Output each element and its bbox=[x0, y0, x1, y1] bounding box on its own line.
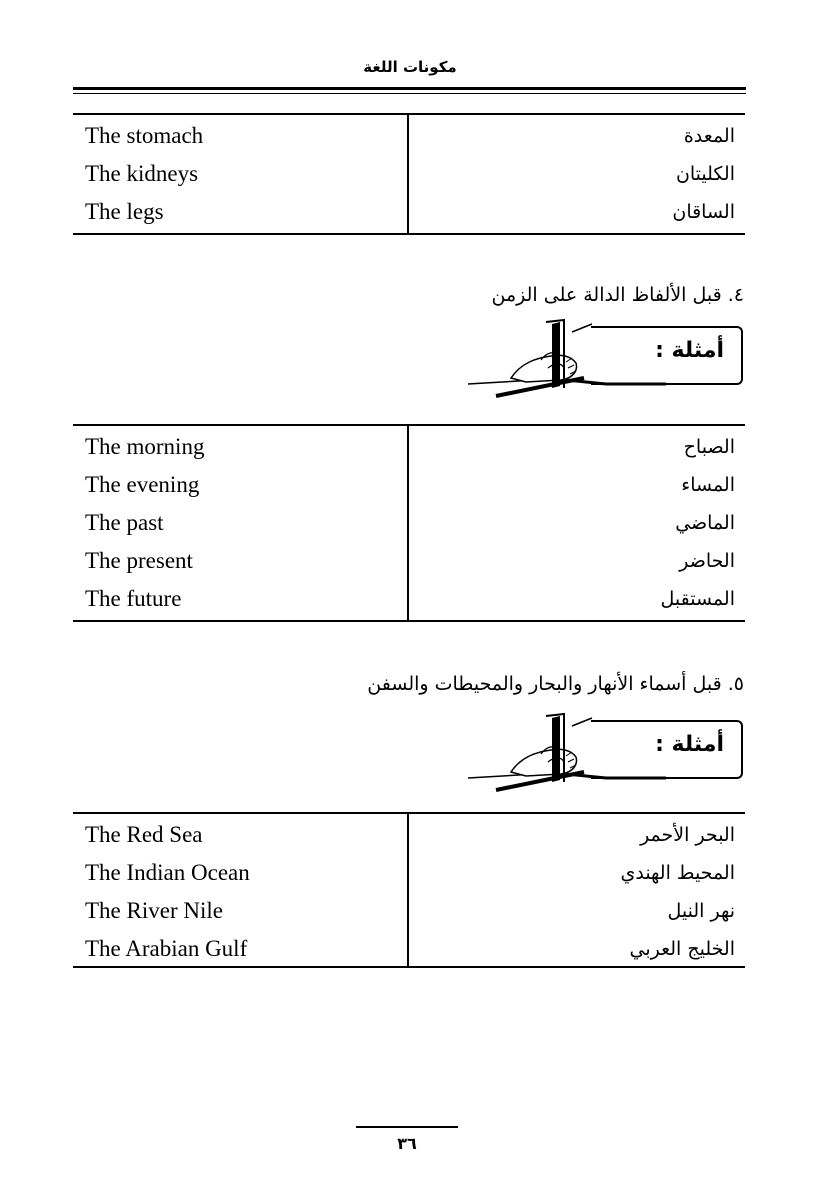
arabic-term: نهر النيل bbox=[667, 900, 735, 922]
table-row bbox=[73, 856, 745, 894]
arabic-term: المساء bbox=[681, 474, 735, 496]
arabic-term: الساقان bbox=[672, 201, 735, 223]
arabic-term: الكليتان bbox=[675, 163, 735, 185]
arabic-term: المستقبل bbox=[660, 588, 735, 610]
english-term: The future bbox=[85, 586, 182, 611]
examples-label: أمثلة : bbox=[655, 732, 724, 757]
footer-rule bbox=[356, 1126, 458, 1128]
running-header: مكونات اللغة bbox=[363, 58, 457, 76]
vocab-table-body-parts bbox=[73, 113, 745, 235]
arabic-term: الحاضر bbox=[679, 550, 735, 572]
english-term: The kidneys bbox=[85, 161, 199, 186]
arabic-term: الماضي bbox=[675, 512, 735, 534]
arabic-term: البحر الأحمر bbox=[640, 824, 735, 846]
table-row bbox=[73, 932, 745, 970]
arabic-term: الصباح bbox=[683, 436, 735, 458]
english-term: The Indian Ocean bbox=[85, 860, 250, 885]
table-row bbox=[73, 119, 745, 157]
english-term: The past bbox=[85, 510, 164, 535]
english-term: The Red Sea bbox=[85, 822, 203, 847]
table-row bbox=[73, 468, 745, 506]
vocab-table-time bbox=[73, 424, 745, 622]
examples-box bbox=[466, 712, 756, 792]
table-row bbox=[73, 195, 745, 233]
header-rule-thin bbox=[73, 93, 746, 94]
table-row bbox=[73, 818, 745, 856]
english-term: The River Nile bbox=[85, 898, 223, 923]
vocab-table-water-bodies bbox=[73, 812, 745, 968]
table-row bbox=[73, 157, 745, 195]
table-row bbox=[73, 544, 745, 582]
english-term: The present bbox=[85, 548, 193, 573]
section-5-heading: ٥. قبل أسماء الأنهار والبحار والمحيطات والسفن bbox=[367, 673, 744, 695]
examples-box bbox=[466, 318, 756, 398]
header-rule-thick bbox=[73, 87, 746, 90]
section-4-heading: ٤. قبل الألفاظ الدالة على الزمن bbox=[491, 284, 744, 306]
arabic-term: الخليج العربي bbox=[629, 938, 735, 960]
table-row bbox=[73, 506, 745, 544]
english-term: The evening bbox=[85, 472, 200, 497]
examples-label: أمثلة : bbox=[655, 338, 724, 363]
english-term: The legs bbox=[85, 199, 164, 224]
table-row bbox=[73, 582, 745, 620]
english-term: The stomach bbox=[85, 123, 204, 148]
english-term: The Arabian Gulf bbox=[85, 936, 248, 961]
english-term: The morning bbox=[85, 434, 205, 459]
arabic-term: المعدة bbox=[683, 125, 735, 147]
page-number: ٣٦ bbox=[397, 1134, 417, 1153]
table-row bbox=[73, 430, 745, 468]
table-row bbox=[73, 894, 745, 932]
arabic-term: المحيط الهندي bbox=[620, 862, 735, 884]
